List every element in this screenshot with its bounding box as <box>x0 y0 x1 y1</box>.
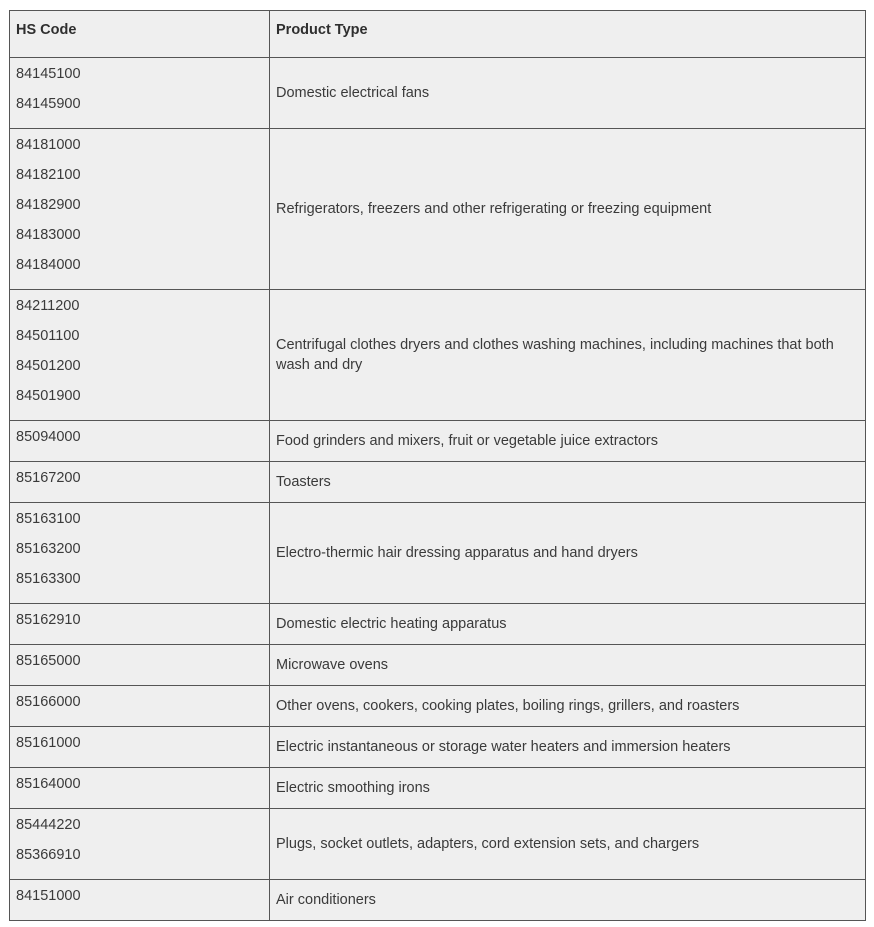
product-type-value: Food grinders and mixers, fruit or vegetable juice extractors <box>276 433 659 449</box>
hs-code-list <box>10 880 269 920</box>
hs-code-list <box>10 503 269 603</box>
hs-code-header-label: HS Code <box>16 22 77 38</box>
hs-code-cell <box>10 503 270 604</box>
hs-code-list <box>10 768 269 808</box>
table-row <box>10 604 866 645</box>
product-type-cell <box>270 686 866 727</box>
hs-code-cell <box>10 768 270 809</box>
hs-code-list <box>10 645 269 685</box>
hs-code-list <box>10 129 269 289</box>
product-type-value: Air conditioners <box>276 892 376 908</box>
product-type-cell <box>270 503 866 604</box>
product-type-cell <box>270 58 866 129</box>
hs-code-value: 84211200 <box>16 298 80 314</box>
hs-code-value: 85165000 <box>16 653 81 669</box>
hs-code-value: 84501100 <box>16 328 80 344</box>
table-header-row <box>10 11 866 58</box>
hs-code-cell <box>10 58 270 129</box>
product-type-cell <box>270 604 866 645</box>
hs-code-value: 85162910 <box>16 612 81 628</box>
hs-code-value: 84145100 <box>16 66 81 82</box>
table-body <box>10 58 866 921</box>
product-type-cell <box>270 462 866 503</box>
product-type-cell <box>270 727 866 768</box>
table-row <box>10 727 866 768</box>
hs-code-table <box>9 10 866 921</box>
table-row <box>10 645 866 686</box>
hs-code-header <box>10 11 270 58</box>
table-row <box>10 421 866 462</box>
hs-code-value: 84182100 <box>16 167 81 183</box>
product-type-value: Toasters <box>276 474 331 490</box>
product-type-cell <box>270 421 866 462</box>
hs-code-table-container <box>9 10 865 921</box>
hs-code-cell <box>10 645 270 686</box>
hs-code-value: 84184000 <box>16 257 81 273</box>
hs-code-list <box>10 604 269 644</box>
product-type-cell <box>270 768 866 809</box>
product-type-value: Centrifugal clothes dryers and clothes washing machines, including machines that both wash and dry <box>276 337 834 373</box>
product-type-cell <box>270 129 866 290</box>
hs-code-cell <box>10 290 270 421</box>
product-type-cell <box>270 880 866 921</box>
hs-code-list <box>10 809 269 879</box>
hs-code-list <box>10 462 269 502</box>
product-type-header <box>270 11 866 58</box>
hs-code-value: 84181000 <box>16 137 81 153</box>
hs-code-list <box>10 727 269 767</box>
table-row <box>10 809 866 880</box>
hs-code-value: 84151000 <box>16 888 81 904</box>
hs-code-cell <box>10 421 270 462</box>
hs-code-value: 85167200 <box>16 470 81 486</box>
hs-code-value: 85444220 <box>16 817 81 833</box>
hs-code-value: 85094000 <box>16 429 81 445</box>
product-type-value: Refrigerators, freezers and other refrigerating or freezing equipment <box>276 201 712 217</box>
table-row <box>10 129 866 290</box>
hs-code-cell <box>10 604 270 645</box>
hs-code-list <box>10 686 269 726</box>
hs-code-cell <box>10 462 270 503</box>
product-type-value: Other ovens, cookers, cooking plates, boiling rings, grillers, and roasters <box>276 698 740 714</box>
hs-code-value: 85164000 <box>16 776 81 792</box>
hs-code-cell <box>10 727 270 768</box>
hs-code-value: 85163300 <box>16 571 81 587</box>
hs-code-cell <box>10 880 270 921</box>
product-type-value: Electric smoothing irons <box>276 780 430 796</box>
table-row <box>10 880 866 921</box>
hs-code-value: 85161000 <box>16 735 81 751</box>
hs-code-value: 84501200 <box>16 358 81 374</box>
table-row <box>10 462 866 503</box>
product-type-header-label: Product Type <box>276 22 368 38</box>
hs-code-value: 84182900 <box>16 197 81 213</box>
hs-code-cell <box>10 686 270 727</box>
hs-code-value: 85366910 <box>16 847 81 863</box>
product-type-value: Electric instantaneous or storage water heaters and immersion heaters <box>276 739 731 755</box>
product-type-cell <box>270 290 866 421</box>
product-type-value: Electro-thermic hair dressing apparatus and hand dryers <box>276 545 638 561</box>
hs-code-value: 84183000 <box>16 227 81 243</box>
table-row <box>10 503 866 604</box>
table-row <box>10 686 866 727</box>
hs-code-list <box>10 290 269 420</box>
table-row <box>10 58 866 129</box>
product-type-value: Plugs, socket outlets, adapters, cord extension sets, and chargers <box>276 836 700 852</box>
hs-code-cell <box>10 809 270 880</box>
product-type-value: Domestic electrical fans <box>276 85 430 101</box>
hs-code-value: 84145900 <box>16 96 81 112</box>
table-row <box>10 290 866 421</box>
hs-code-list <box>10 58 269 128</box>
table-row <box>10 768 866 809</box>
hs-code-value: 85163200 <box>16 541 81 557</box>
product-type-cell <box>270 645 866 686</box>
hs-code-value: 85163100 <box>16 511 81 527</box>
hs-code-value: 85166000 <box>16 694 81 710</box>
hs-code-cell <box>10 129 270 290</box>
hs-code-value: 84501900 <box>16 388 81 404</box>
product-type-value: Microwave ovens <box>276 657 389 673</box>
product-type-cell <box>270 809 866 880</box>
product-type-value: Domestic electric heating apparatus <box>276 616 507 632</box>
hs-code-list <box>10 421 269 461</box>
